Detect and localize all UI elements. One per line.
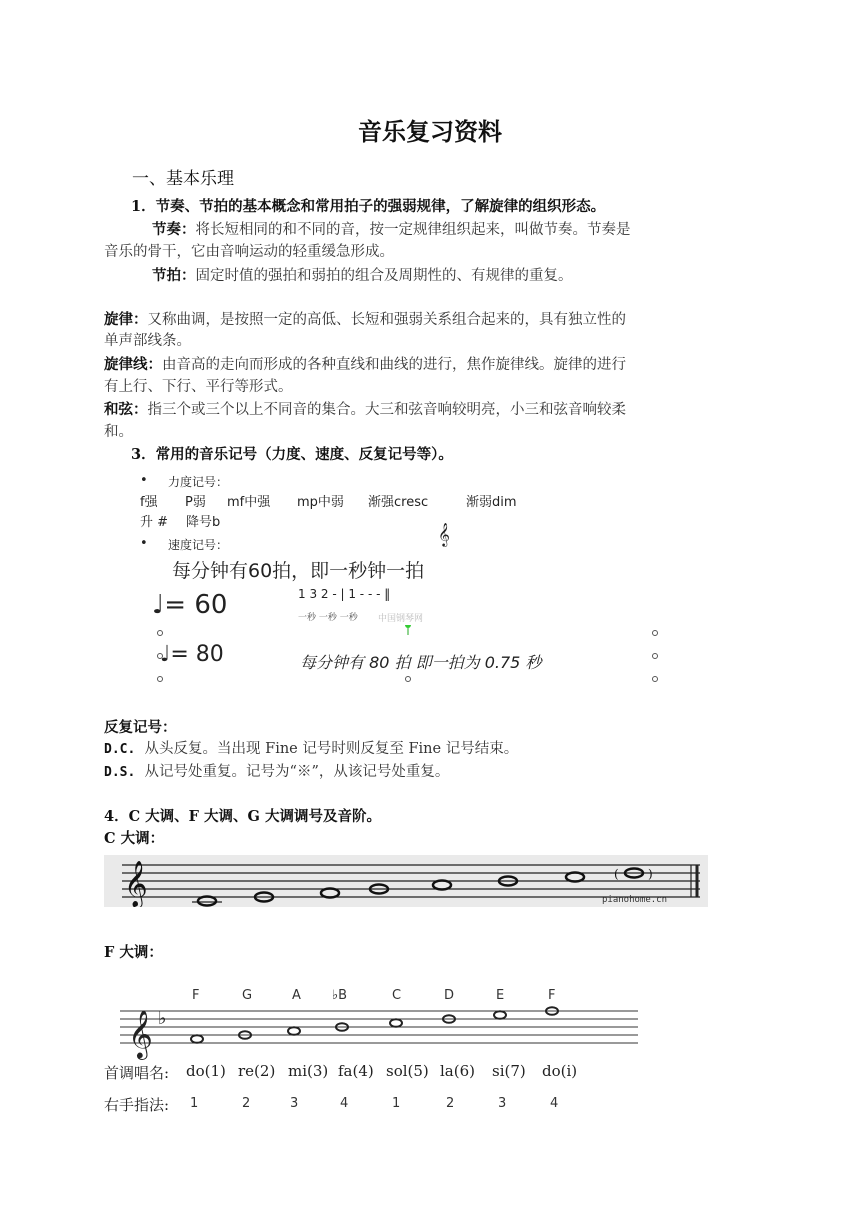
finger-number: 1 [190,1096,199,1111]
item3-heading: 3．常用的音乐记号（力度、速度、反复记号等）。 [131,446,453,463]
solfege-item: re(2) [238,1062,276,1080]
melody-label: 旋律： [104,311,148,328]
note-name: C [392,988,402,1003]
melody-line1 [104,308,626,332]
note-name: G [242,988,253,1003]
solfege-item: sol(5) [386,1062,429,1080]
melody-line-line1 [104,353,626,377]
rhythm-label: 节奏： [152,221,196,238]
bullet-tempo: • [140,536,148,551]
treble-clef-icon: 𝄞 [128,1009,153,1058]
dyn-f: f强 [140,495,158,510]
melody-text2: 单声部线条。 [104,333,191,349]
chord-text2: 和。 [104,424,133,440]
repeat-heading: 反复记号： [104,719,177,736]
dyn-dim: 渐弱dim [466,495,517,510]
finger-number: 4 [340,1096,349,1111]
finger-number: 3 [498,1096,507,1111]
note-name: E [496,988,505,1003]
solfege-item: do(1) [186,1062,226,1080]
finger-number: 3 [290,1096,299,1111]
metronome-80: ♩= 80 [160,642,224,667]
metronome-60: ♩= 60 [152,590,228,620]
f-major-label: F 大调： [104,944,163,961]
finger-number: 2 [242,1096,251,1111]
svg-text:): ) [648,867,653,881]
melody-line-label: 旋律线： [104,356,162,373]
page-title: 音乐复习资料 [358,118,502,146]
note-name: D [444,988,455,1003]
treble-clef-icon: 𝄞 [438,522,450,546]
beat-text: 固定时值的强拍和弱拍的组合及周期性的、有规律的重复。 [195,268,573,284]
tempo-line: 每分钟有60拍，即一秒钟一拍 [172,560,425,582]
chord-label: 和弦： [104,401,148,418]
fingering-row [104,1094,644,1116]
solfege-row [104,1062,644,1084]
solfege-item: mi(3) [288,1062,329,1080]
note-name: F [192,988,200,1003]
note-name: F [548,988,556,1003]
chord-text1: 指三个或三个以上不同音的集合。大三和弦音响较明亮，小三和弦音响较柔 [147,402,626,418]
dc-text: 从头反复。当出现 Fine 记号时则反复至 Fine 记号结束。 [144,741,519,757]
dyn-p: P弱 [185,495,206,510]
note-name: A [292,988,301,1003]
dyn-cresc: 渐强cresc [368,495,429,510]
dynamics-heading: 力度记号： [168,475,229,489]
solfege-item: fa(4) [338,1062,374,1080]
fingering-label: 右手指法: [104,1096,170,1114]
notation-figure [138,470,668,685]
finger-number: 2 [446,1096,455,1111]
melody-text1: 又称曲调，是按照一定的高低、长短和强弱关系组合起来的，具有独立性的 [147,312,626,328]
solfege-item: la(6) [440,1062,475,1080]
melody-line-text2: 有上行、下行、平行等形式。 [104,379,293,395]
f-major-figure [104,982,644,1118]
solfege-item: do(i) [542,1062,578,1080]
c-major-watermark: pianohome.cn [602,895,668,905]
beat-label: 节拍： [152,267,196,284]
treble-clef-icon: 𝄞 [124,861,148,907]
finger-number: 4 [550,1096,559,1111]
beat-line [152,264,573,288]
tempo-handwriting: 每分钟有 80 拍 即一拍为 0.75 秒 [300,653,542,672]
rhythm-text2: 音乐的骨干，它由音响运动的轻重缓急形成。 [104,244,394,260]
rhythm-text1: 将长短相同的和不同的音，按一定规律组织起来，叫做节奏。节奏是 [195,222,631,238]
ds-label: D.S. [104,765,136,780]
tempo-heading: 速度记号： [168,538,229,552]
note-name: ♭B [332,988,348,1003]
rhythm-line1 [152,218,631,242]
finger-number: 1 [392,1096,401,1111]
svg-text:(: ( [614,867,619,881]
flat-sign-icon: ♭ [158,1008,167,1029]
figure-watermark: 中国钢琴网 [378,614,424,624]
flat-label: 降号b [186,515,221,530]
c-major-staff [104,855,708,907]
item1-heading: 1．节奏、节拍的基本概念和常用拍子的强弱规律，了解旋律的组织形态。 [131,198,606,215]
dyn-mp: mp中弱 [297,495,344,510]
ds-text: 从记号处重复。记号为“※”，从该记号处重复。 [144,764,450,780]
solfege-label: 首调唱名: [104,1064,170,1082]
dc-label: D.C. [104,742,136,757]
melody-line-text1: 由音高的走向而形成的各种直线和曲线的进行，焦作旋律线。旋律的进行 [162,357,626,373]
c-major-label: C 大调： [104,830,165,847]
solfege-item: si(7) [492,1062,526,1080]
sharp-label: 升 # [140,515,169,530]
rhythm-words: 一秒 一秒 一秒 [298,613,358,623]
item4-heading: 4．C 大调、F 大调、G 大调调号及音阶。 [104,808,381,825]
dyn-mf: mf中强 [227,495,271,510]
rhythm-numbers: 1 3 2 - | 1 - - - ‖ [298,587,391,601]
dc-line [104,738,518,761]
section-heading: 一、基本乐理 [132,169,234,189]
chord-line1 [104,398,626,422]
bullet-dynamics: • [140,473,148,488]
ds-line [104,761,449,784]
